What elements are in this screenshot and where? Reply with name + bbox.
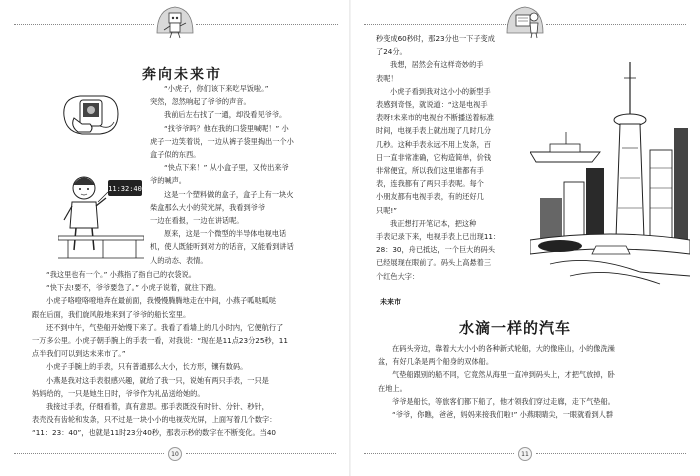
- footer-divider: [14, 453, 164, 454]
- header-robot-icon: [153, 3, 197, 41]
- paragraph: 一边在看报，一边在讲话呢。: [150, 216, 244, 226]
- paragraph: 小燕是我对这手表很感兴趣，就给了我一只，说她有两只手表，一只是: [46, 375, 269, 385]
- paragraph: 手表记录下来，电视手表上已出现11：: [376, 232, 501, 242]
- right-upper-text: [376, 32, 500, 283]
- paragraph: 气垫船跟别的船不同，它竟然从海里一直冲到码头上，才把气放掉，卧: [392, 370, 615, 380]
- header-reader-icon: [503, 3, 547, 41]
- paragraph: “我这里也有一个。” 小燕指了指自己的衣袋说。: [46, 270, 196, 279]
- sign-label: 未来市: [380, 298, 401, 306]
- paragraph: 表壳没有齿轮和发条，只不过是一块小小的电视荧光屏，上面写着几个数字：: [32, 415, 277, 425]
- paragraph: 跟在后面，我们旋风般地来到了爷爷的船长室里。: [32, 309, 191, 319]
- paragraph: “小虎子，你们该下来吃早饭啦。”: [164, 84, 269, 93]
- paragraph: “找爷爷吗？他在我的口袋里喊呢！” 小: [164, 123, 289, 133]
- paragraph: 28：30，舟已抵达，一个巨大的码头: [376, 245, 495, 255]
- paragraph: 时间，电视手表上就出现了几时几分: [376, 126, 492, 136]
- header-divider: [14, 24, 154, 25]
- paragraph: 个红色大字：: [376, 271, 420, 281]
- paragraph: 只呢!”: [376, 205, 397, 215]
- boy-with-watch-illustration: [58, 158, 144, 264]
- paragraph: 表呢！: [376, 73, 398, 83]
- header-divider: [364, 24, 508, 25]
- paragraph: 盒子似的东西。: [150, 150, 201, 160]
- header-divider: [546, 24, 686, 25]
- paragraph: 我正想打开笔记本，把这种: [390, 218, 477, 228]
- paragraph: “11：23：40”，也就是11时23分40秒，那表示秒的数字在不断变化。当40: [32, 428, 276, 438]
- paragraph: 表呀!未来市的电视台不断播送着标准: [376, 113, 494, 123]
- paragraph: 机，使人既能听到对方的话音，又能看到讲话: [150, 242, 294, 252]
- paragraph: 几秒。这种手表永远不用上发条，百: [376, 139, 492, 149]
- paragraph: 日一直非常准确，它构造简单，价钱: [376, 152, 492, 162]
- paragraph: 虎子一边笑着说，一边从裤子袋里掏出一个小: [150, 136, 294, 146]
- left-upper-text: [150, 82, 294, 267]
- port-city-illustration: [530, 58, 690, 290]
- paragraph: 秒变成60秒时，那23分也一下子变成: [376, 34, 495, 43]
- hand-device-illustration: [60, 86, 124, 142]
- right-lower-text: [378, 342, 615, 421]
- paragraph: 原来，这是一个微型的半导体电视电话: [164, 229, 287, 239]
- paragraph: 小虎子手腕上的手表，只有普通那么大小，长方形，镶有数码。: [46, 362, 248, 372]
- paragraph: 在码头旁边，靠着大大小小的各种新式轮船，大的像座山，小的像洗澡: [392, 344, 615, 353]
- footer-divider: [186, 453, 336, 454]
- left-lower-text: [32, 268, 288, 440]
- page-number: 10: [168, 447, 182, 461]
- paragraph: 爷的喊声。: [150, 176, 186, 186]
- paragraph: 小虎子咯噔咯噔地奔在最前面，我慢慢腾腾地走在中间，小燕子呱哒呱哒: [46, 296, 277, 306]
- watch-display-text: 11:32:40: [108, 185, 142, 193]
- footer-divider: [536, 453, 686, 454]
- paragraph: 表，连我都有了两只手表呢。每个: [376, 179, 484, 189]
- paragraph: 我前后左右找了一通，却没看见爷爷。: [164, 110, 287, 120]
- paragraph: 已经展现在眼前了。码头上高悬着三: [376, 258, 492, 268]
- paragraph: 突然，忽然响起了爷爷的声音。: [150, 97, 251, 107]
- paragraph: 爷爷是船长，等旅客们都下船了，他才领我们穿过走廊，走下气垫船。: [392, 396, 615, 406]
- paragraph: 妈妈给的，一只是她生日时，爷爷作为礼品送给她的。: [32, 388, 205, 398]
- paragraph: 这是一个塑料做的盒子，盒子上有一块火: [164, 189, 294, 199]
- paragraph: 盆，有好几条是两个船身的双体船。: [378, 357, 494, 367]
- paragraph: 了24分。: [376, 47, 407, 57]
- paragraph: 点半我们可以到达未来市了。”: [32, 349, 126, 359]
- header-divider: [196, 24, 338, 25]
- paragraph: 人的动态、表情。: [150, 255, 208, 265]
- paragraph: “快下去!要不，爷爷要急了。” 小虎子说着，就往下跑。: [46, 283, 221, 293]
- paragraph: 还不到中午，气垫船开始慢下来了。我看了看墙上的几小时内，它便航行了: [46, 322, 284, 332]
- paragraph: “爷爷，你瞧，爸爸，妈妈来接我们啦!” 小燕眼睛尖，一眼就看到人群: [392, 410, 614, 420]
- chapter-title: 水滴一样的汽车: [459, 319, 572, 337]
- paragraph: 一万多公里。小虎子朝手腕上的手表一看，对我说：“现在是11点23分25秒，11: [32, 336, 288, 346]
- paragraph: 我接过手表，仔细看着，真有意思。那手表既没有时针、分针、秒针，: [46, 402, 269, 412]
- paragraph: 在地上。: [378, 383, 407, 393]
- paragraph: 小虎子看到我对这小小的新型手: [390, 86, 491, 96]
- page-number: 11: [518, 447, 532, 461]
- paragraph: 柴盒那么大小的荧光屏，我看到爷爷: [150, 202, 266, 212]
- right-page: [350, 0, 700, 476]
- paragraph: 小朋友都有电视手表，有的还好几: [376, 192, 484, 202]
- paragraph: 表感到奇怪，就说道：“这是电视手: [376, 100, 488, 110]
- footer-divider: [364, 453, 514, 454]
- paragraph: 我想，居然会有这样奇妙的手: [390, 60, 484, 70]
- paragraph: 非常便宜，所以我们这里谁都有手: [376, 166, 484, 176]
- paragraph: “快点下来！” 从小盒子里，又传出来爷: [164, 163, 289, 173]
- page-title: 奔向未来市: [142, 67, 222, 83]
